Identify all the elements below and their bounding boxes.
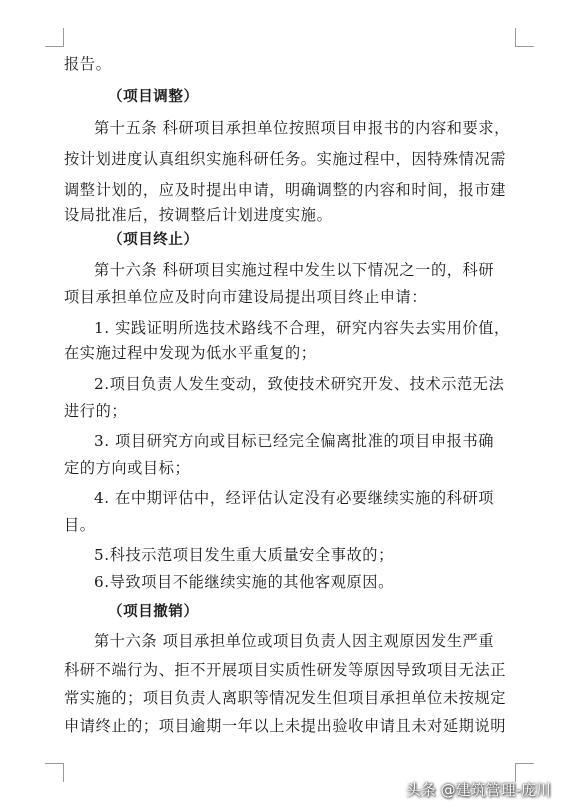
list-item-2: 2.项目负责人发生变动，致使技术研究开发、技术示范无法 [94, 375, 505, 393]
paragraph-line: 项目承担单位应及时向市建设局提出项目终止申请： [64, 288, 428, 306]
paragraph-line: 申请终止的；项目逾期一年以上未提出验收申请且未对延期说明 [64, 717, 507, 735]
paragraph-line: 科研不端行为、拒不开展项目实质性研发等原因导致项目无法正 [64, 661, 507, 679]
paragraph-line: 按计划进度认真组织实施科研任务。实施过程中，因特殊情况需 [64, 150, 507, 168]
list-item-1-cont: 在实施过程中发现为低水平重复的； [64, 344, 317, 362]
list-item-1: 1. 实践证明所选技术路线不合理，研究内容失去实用价值， [94, 319, 510, 337]
section-heading-revocation: （项目撤销） [108, 604, 199, 620]
paragraph-line: 常实施的；项目负责人离职等情况发生但项目承担单位未按规定 [64, 689, 507, 707]
paragraph-line: 第十六条 项目承担单位或项目负责人因主观原因发生严重 [94, 632, 495, 650]
list-item-4: 4. 在中期评估中，经评估认定没有必要继续实施的科研项 [94, 489, 495, 507]
paragraph-line: 调整计划的，应及时提出申请，明确调整的内容和时间，报市建 [64, 181, 507, 199]
paragraph-line: 第十六条 科研项目实施过程中发生以下情况之一的，科研 [94, 261, 495, 279]
list-item-3: 3. 项目研究方向或目标已经完全偏离批准的项目申报书确 [94, 432, 495, 450]
page-corner-mark-bottom-left [45, 763, 64, 782]
page-corner-mark-top-left [45, 28, 64, 47]
paragraph-line: 报告。 [64, 55, 112, 73]
paragraph-line: 设局批准后，按调整后计划进度实施。 [64, 206, 333, 224]
watermark: 头条 @建筑管理-庞川 [405, 781, 551, 799]
list-item-5: 5.科技示范项目发生重大质量安全事故的； [94, 546, 394, 564]
list-item-4-cont: 目。 [64, 516, 96, 534]
section-heading-adjustment: （项目调整） [108, 89, 199, 105]
list-item-2-cont: 进行的； [64, 402, 128, 420]
list-item-3-cont: 定的方向或目标； [64, 459, 191, 477]
paragraph-line: 第十五条 科研项目承担单位按照项目申报书的内容和要求， [94, 119, 510, 137]
page-corner-mark-top-right [515, 28, 534, 47]
section-heading-termination: （项目终止） [108, 232, 199, 248]
list-item-6: 6.导致项目不能继续实施的其他客观原因。 [94, 573, 394, 591]
